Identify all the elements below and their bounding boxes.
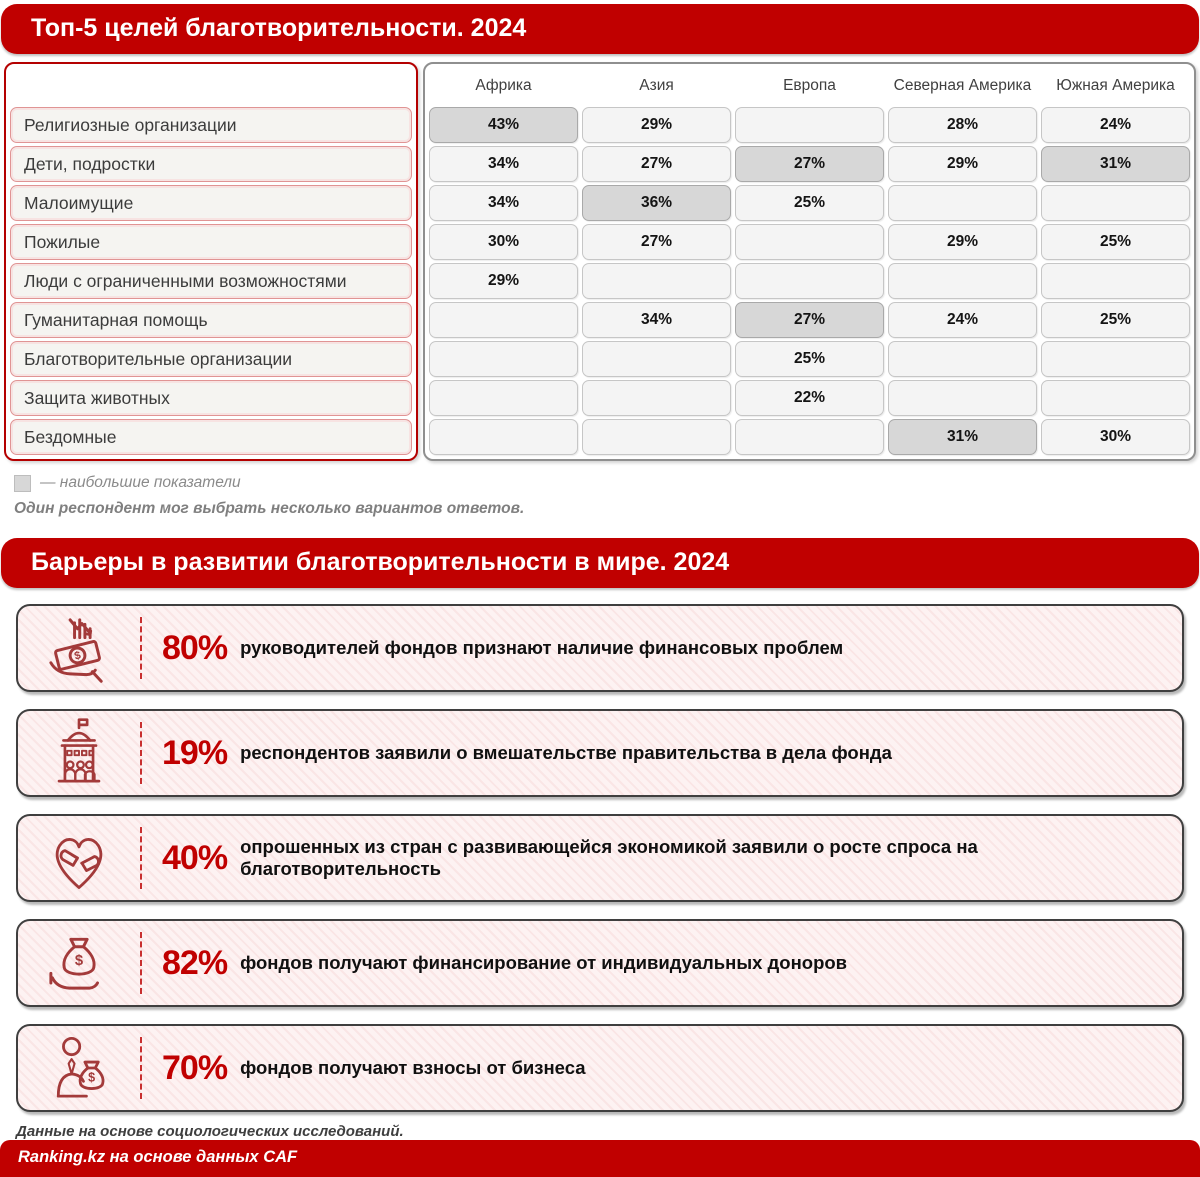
dashed-divider xyxy=(140,1037,142,1099)
table-corner-spacer xyxy=(10,68,412,104)
svg-text:$: $ xyxy=(74,953,84,970)
barrier-card-donors xyxy=(16,919,1184,1007)
value-cell xyxy=(735,419,884,455)
barrier-text: руководителей фондов признают наличие финансовых проблем xyxy=(240,637,844,658)
legend-label: — наибольшие показатели xyxy=(40,474,241,491)
column-header: Северная Америка xyxy=(893,77,1032,94)
goals-table-colheads xyxy=(429,68,1190,104)
value-cell xyxy=(582,341,731,377)
table-note: Один респондент мог выбрать несколько вариантов ответов. xyxy=(14,500,525,517)
value-cell xyxy=(429,302,578,338)
barrier-card-demand xyxy=(16,814,1184,902)
value-cell: 43% xyxy=(429,107,578,143)
data-source-note: Данные на основе социологических исследований. xyxy=(16,1123,404,1140)
value-cell: 27% xyxy=(735,146,884,182)
barrier-cards xyxy=(16,604,1184,1112)
value-cell xyxy=(582,380,731,416)
dashed-divider xyxy=(140,617,142,679)
value-cell: 30% xyxy=(429,224,578,260)
value-cell xyxy=(582,419,731,455)
value-cell xyxy=(429,419,578,455)
barrier-percent: 19% xyxy=(162,733,228,772)
value-cell xyxy=(1041,185,1190,221)
value-cell xyxy=(1041,380,1190,416)
column-header: Европа xyxy=(783,77,836,94)
value-cell xyxy=(735,263,884,299)
value-cell xyxy=(888,185,1037,221)
barrier-text: фондов получают взносы от бизнеса xyxy=(240,1057,586,1078)
value-cell xyxy=(888,380,1037,416)
value-cell xyxy=(1041,263,1190,299)
value-cell xyxy=(429,341,578,377)
barrier-percent: 70% xyxy=(162,1048,228,1087)
row-label: Малоимущие xyxy=(10,185,412,221)
svg-text:$: $ xyxy=(73,649,83,663)
value-cell: 28% xyxy=(888,107,1037,143)
row-label: Бездомные xyxy=(10,419,412,455)
row-label: Религиозные организации xyxy=(10,107,412,143)
value-cell: 29% xyxy=(888,224,1037,260)
value-cell: 24% xyxy=(888,302,1037,338)
section1-title-banner xyxy=(1,4,1199,54)
value-cell: 24% xyxy=(1041,107,1190,143)
column-header: Азия xyxy=(639,77,674,94)
row-label: Люди с ограниченными возможностями xyxy=(10,263,412,299)
source-credit-bar xyxy=(0,1140,1200,1177)
value-cell: 34% xyxy=(429,146,578,182)
value-cell: 34% xyxy=(582,302,731,338)
barrier-percent: 82% xyxy=(162,943,228,982)
value-cell: 25% xyxy=(735,185,884,221)
row-label: Пожилые xyxy=(10,224,412,260)
barrier-text: опрошенных из стран с развивающейся экономикой заявили о росте спроса на благотворительность xyxy=(240,836,978,879)
value-cell: 27% xyxy=(735,302,884,338)
barrier-percent: 80% xyxy=(162,628,228,667)
goals-table-labels xyxy=(4,62,418,461)
businessman-money-icon xyxy=(18,1031,140,1105)
dashed-divider xyxy=(140,827,142,889)
barrier-card-finance xyxy=(16,604,1184,692)
value-cell: 34% xyxy=(429,185,578,221)
row-label: Гуманитарная помощь xyxy=(10,302,412,338)
section1-title: Топ-5 целей благотворительности. 2024 xyxy=(31,14,527,42)
barrier-card-business xyxy=(16,1024,1184,1112)
heart-in-hands-icon xyxy=(18,821,140,895)
goals-table-grid xyxy=(429,107,1190,455)
highlight-swatch xyxy=(14,475,31,492)
barrier-text: фондов получают финансирование от индивидуальных доноров xyxy=(240,952,848,973)
row-label: Защита животных xyxy=(10,380,412,416)
row-label: Дети, подростки xyxy=(10,146,412,182)
money-bag-hand-icon xyxy=(18,926,140,1000)
goals-table xyxy=(4,62,1196,461)
value-cell: 36% xyxy=(582,185,731,221)
value-cell: 29% xyxy=(429,263,578,299)
value-cell xyxy=(582,263,731,299)
value-cell xyxy=(1041,341,1190,377)
section2-title: Барьеры в развитии благотворительности в мире. 2024 xyxy=(31,548,730,576)
svg-text:$: $ xyxy=(88,1070,96,1085)
value-cell: 31% xyxy=(888,419,1037,455)
value-cell: 29% xyxy=(582,107,731,143)
value-cell: 31% xyxy=(1041,146,1190,182)
goals-table-values xyxy=(423,62,1196,461)
government-building-icon xyxy=(18,716,140,790)
value-cell: 22% xyxy=(735,380,884,416)
column-header: Южная Америка xyxy=(1056,77,1175,94)
barrier-card-government xyxy=(16,709,1184,797)
value-cell: 27% xyxy=(582,224,731,260)
barrier-text: респондентов заявили о вмешательстве правительства в дела фонда xyxy=(240,742,892,763)
value-cell: 25% xyxy=(1041,302,1190,338)
value-cell xyxy=(735,224,884,260)
value-cell: 27% xyxy=(582,146,731,182)
section2-title-banner xyxy=(1,538,1199,588)
dashed-divider xyxy=(140,722,142,784)
value-cell: 25% xyxy=(1041,224,1190,260)
value-cell: 29% xyxy=(888,146,1037,182)
value-cell xyxy=(888,341,1037,377)
value-cell xyxy=(429,380,578,416)
value-cell xyxy=(888,263,1037,299)
value-cell: 25% xyxy=(735,341,884,377)
dashed-divider xyxy=(140,932,142,994)
value-cell xyxy=(735,107,884,143)
source-credit: Ranking.kz на основе данных CAF xyxy=(18,1148,298,1166)
row-label: Благотворительные организации xyxy=(10,341,412,377)
finance-decline-icon xyxy=(18,611,140,685)
barrier-percent: 40% xyxy=(162,838,228,877)
value-cell: 30% xyxy=(1041,419,1190,455)
legend xyxy=(14,474,1186,492)
column-header: Африка xyxy=(475,77,532,94)
